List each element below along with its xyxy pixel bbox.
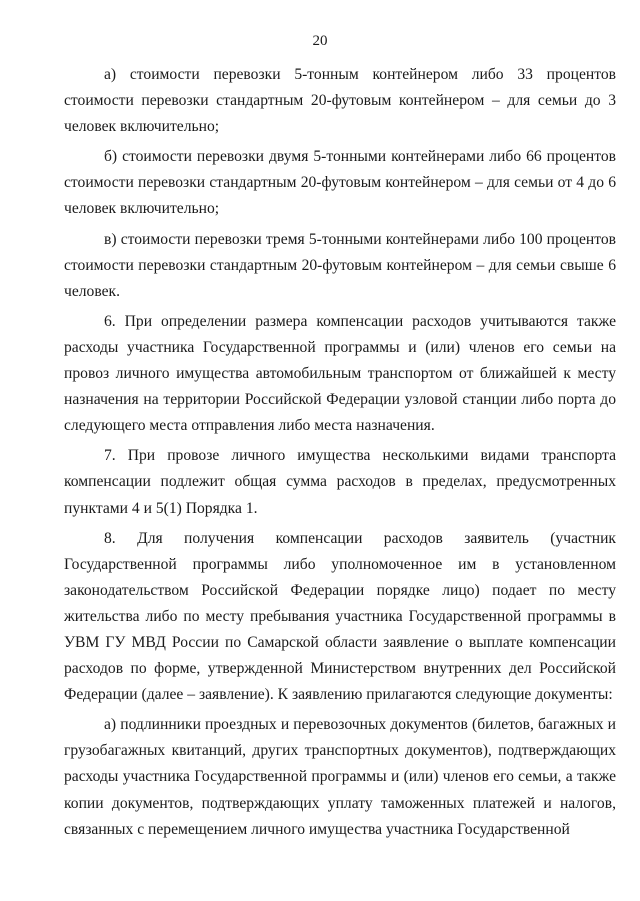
paragraph-b-transport-cost: б) стоимости перевозки двумя 5-тонными контейнерами либо 66 процентов стоимости перевозки стандартным 20-футовым контейнером – для семьи от 4 до 6 человек включительно; — [64, 148, 616, 218]
paragraph-c-transport-cost: в) стоимости перевозки тремя 5-тонными контейнерами либо 100 процентов стоимости перевозки стандартным 20-футовым контейнером – для семьи свыше 6 человек. — [64, 230, 616, 300]
paragraph-7: 7. При провозе личного имущества несколькими видами транспорта компенсации подлежит общая сумма расходов в пределах, предусмотренных пунктами 4 и 5(1) Порядка 1. — [64, 447, 616, 517]
page-number: 20 — [312, 33, 328, 49]
paragraph-6: 6. При определении размера компенсации расходов учитываются также расходы участника Государственной программы и (или) членов его семьи на провоз личного имущества автомобильным транспортом от ближайшей к месту назначения на территории Российской Федерации узловой станции либо порта до следующего места отправления либо места назначения. — [64, 312, 616, 435]
paragraph-8-a-documents: а) подлинники проездных и перевозочных документов (билетов, багажных и грузобагажных квитанций, других транспортных документов), подтверждающих расходы участника Государственной программы и (или) членов его семьи, а также копии документов, подтверждающих уплату таможенных платежей и налогов, связанных с перемещением личного имущества участника Государственной — [64, 716, 616, 838]
document-body — [64, 62, 616, 843]
paragraph-a-transport-cost: а) стоимости перевозки 5-тонным контейнером либо 33 процентов стоимости перевозки стандартным 20-футовым контейнером – для семьи до 3 человек включительно; — [64, 66, 616, 136]
paragraph-8: 8. Для получения компенсации расходов заявитель (участник Государственной программы либо уполномоченное им в установленном законодательством Российской Федерации порядке лицо) подает по месту жительства либо по месту пребывания участника Государственной программы в УВМ ГУ МВД России по Самарской области заявление о выплате компенсации расходов по форме, утвержденной Министерством внутренних дел Российской Федерации (далее – заявление). К заявлению прилагаются следующие документы: — [64, 529, 616, 704]
